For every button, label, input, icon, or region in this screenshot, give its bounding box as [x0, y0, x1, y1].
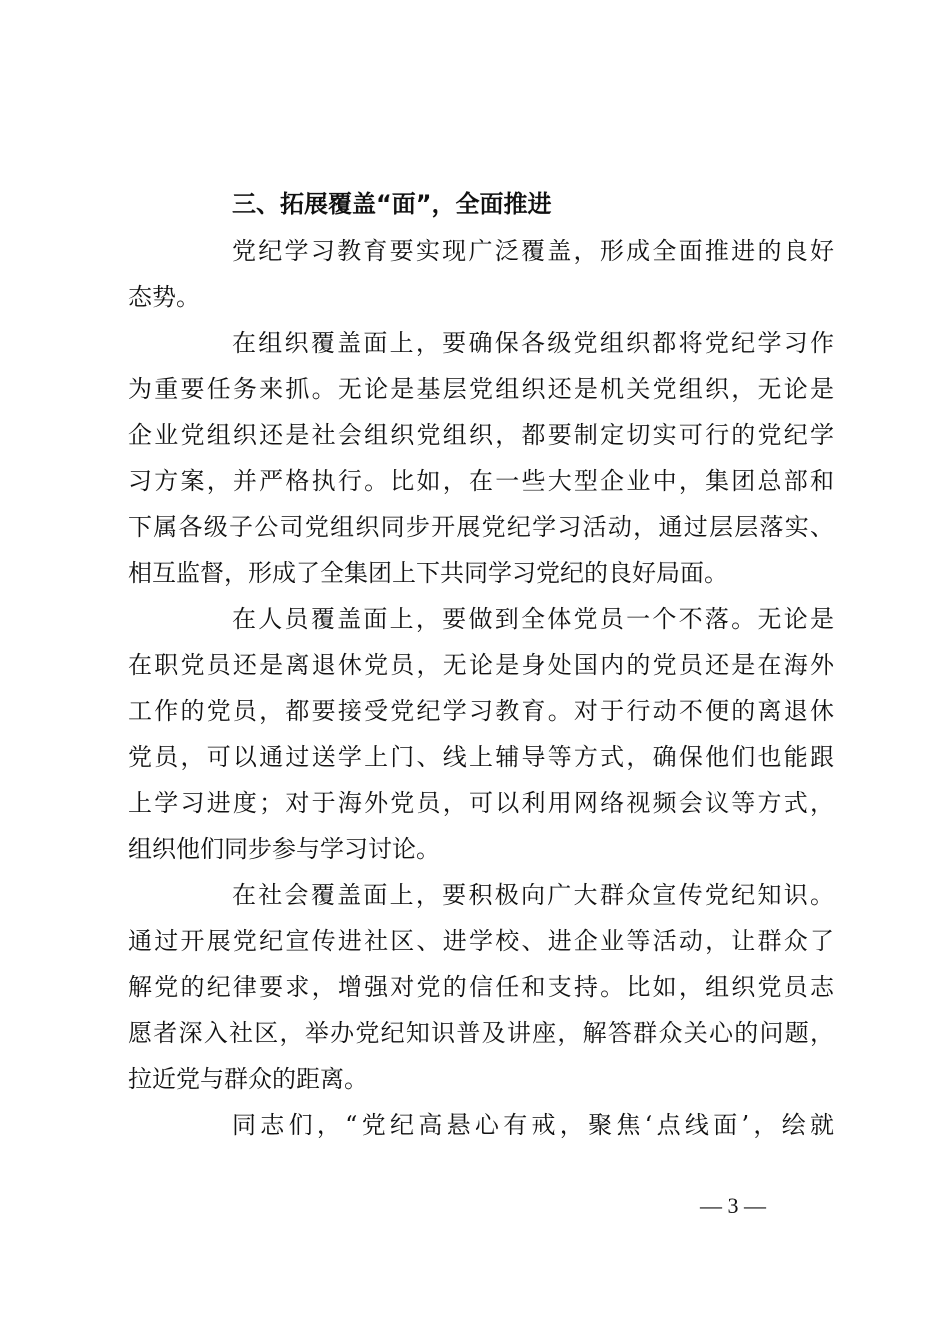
text-line: 同志们，“党纪高悬心有戒，聚焦‘点线面’，绘就 — [232, 1111, 834, 1139]
text-line: 相互监督，形成了全集团上下共同学习党纪的良好局面。 — [128, 559, 728, 587]
text-line: 在社会覆盖面上，要积极向广大群众宣传党纪知识。 — [232, 881, 834, 909]
text-line: 党员，可以通过送学上门、线上辅导等方式，确保他们也能跟 — [128, 743, 834, 771]
page-number: — 3 — — [700, 1193, 766, 1218]
text-line: 愿者深入社区，举办党纪知识普及讲座，解答群众关心的问题， — [128, 1019, 834, 1047]
text-line: 在人员覆盖面上，要做到全体党员一个不落。无论是 — [232, 605, 834, 633]
text-line: 态势。 — [128, 283, 200, 311]
text-line: 工作的党员，都要接受党纪学习教育。对于行动不便的离退休 — [128, 697, 834, 725]
text-line: 为重要任务来抓。无论是基层党组织还是机关党组织，无论是 — [128, 375, 834, 403]
text-line: 党纪学习教育要实现广泛覆盖，形成全面推进的良好 — [232, 237, 834, 265]
paragraph — [128, 872, 834, 1102]
paragraph — [128, 1102, 834, 1148]
paragraph — [128, 596, 834, 872]
paragraph — [128, 228, 834, 320]
text-line: 在组织覆盖面上，要确保各级党组织都将党纪学习作 — [232, 329, 834, 357]
section-heading: 三、拓展覆盖“面”，全面推进 — [232, 190, 552, 218]
text-line: 组织他们同步参与学习讨论。 — [128, 835, 440, 863]
text-line: 习方案，并严格执行。比如，在一些大型企业中，集团总部和 — [128, 467, 834, 495]
document-body — [128, 180, 834, 1148]
text-line: 下属各级子公司党组织同步开展党纪学习活动，通过层层落实、 — [128, 513, 834, 541]
text-line: 在职党员还是离退休党员，无论是身处国内的党员还是在海外 — [128, 651, 834, 679]
text-line: 企业党组织还是社会组织党组织，都要制定切实可行的党纪学 — [128, 421, 834, 449]
paragraph — [128, 320, 834, 596]
text-line: 通过开展党纪宣传进社区、进学校、进企业等活动，让群众了 — [128, 927, 834, 955]
text-line: 解党的纪律要求，增强对党的信任和支持。比如，组织党员志 — [128, 973, 834, 1001]
text-line: 拉近党与群众的距离。 — [128, 1065, 368, 1093]
text-line: 上学习进度；对于海外党员，可以利用网络视频会议等方式， — [128, 789, 834, 817]
